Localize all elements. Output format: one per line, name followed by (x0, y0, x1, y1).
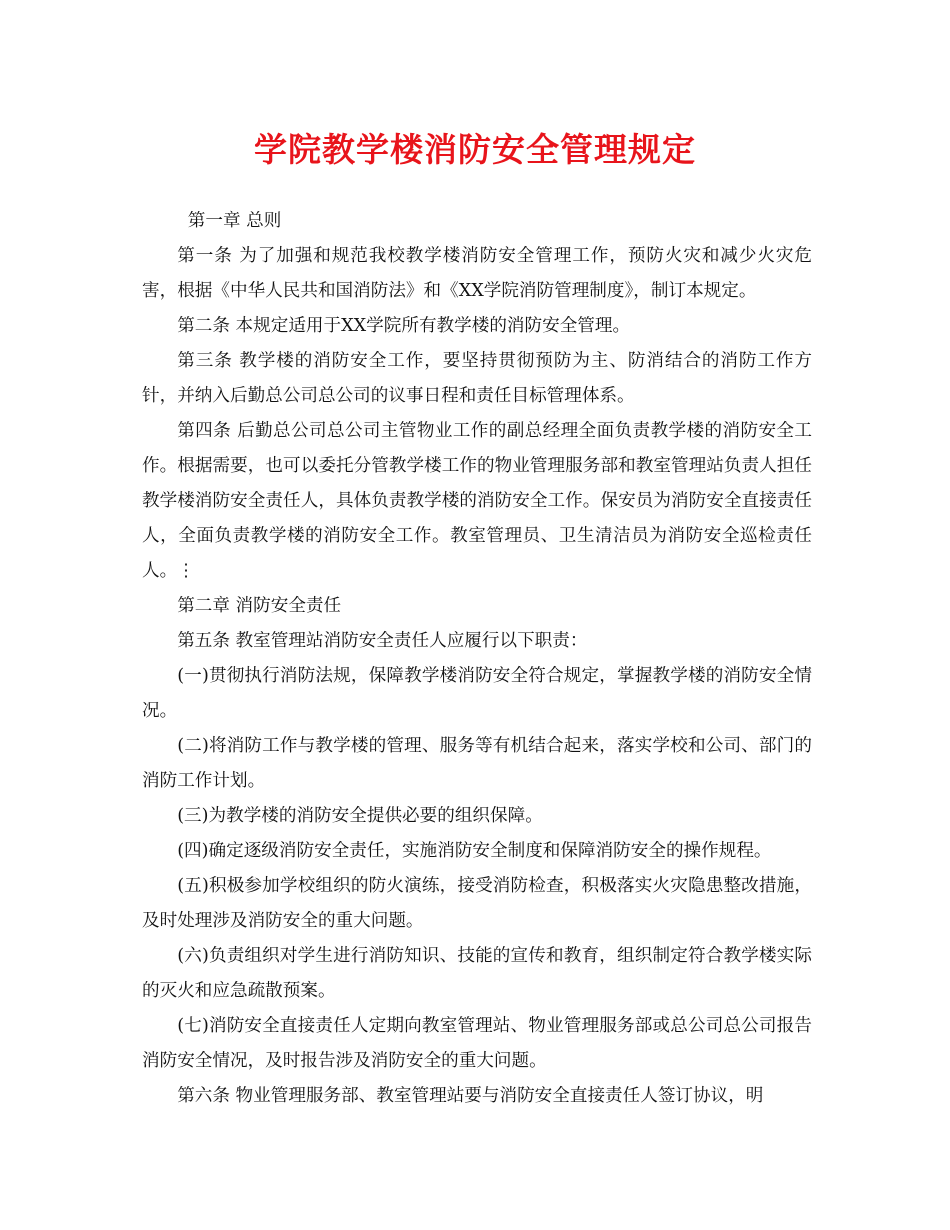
article-paragraph: 第二条 本规定适用于XX学院所有教学楼的消防安全管理。 (177, 316, 631, 336)
list-item: (五)积极参加学校组织的防火演练，接受消防检查，积极落实火灾隐患整改措施，及时处理涉及消防安全的重大问题。 (142, 876, 812, 931)
chapter-heading: 第一章 总则 (187, 211, 282, 231)
article-paragraph: 第一条 为了加强和规范我校教学楼消防安全管理工作，预防火灾和减少火灾危害，根据《中华人民共和国消防法》和《XX学院消防管理制度》，制订本规定。 (142, 246, 812, 301)
document-title: 学院教学楼消防安全管理规定 (254, 130, 696, 169)
document-body (142, 204, 812, 1114)
article-paragraph: 第三条 教学楼的消防安全工作，要坚持贯彻预防为主、防消结合的消防工作方针，并纳入后勤总公司总公司的议事日程和责任目标管理体系。 (142, 351, 812, 406)
list-item: (三)为教学楼的消防安全提供必要的组织保障。 (177, 806, 543, 826)
list-item: (七)消防安全直接责任人定期向教室管理站、物业管理服务部或总公司总公司报告消防安全情况，及时报告涉及消防安全的重大问题。 (142, 1016, 812, 1071)
chapter-heading: 第二章 消防安全责任 (177, 596, 342, 616)
article-paragraph: 第六条 物业管理服务部、教室管理站要与消防安全直接责任人签订协议，明 (177, 1086, 764, 1106)
list-item: (六)负责组织对学生进行消防知识、技能的宣传和教育，组织制定符合教学楼实际的灭火和应急疏散预案。 (142, 946, 812, 1001)
list-item: (一)贯彻执行消防法规，保障教学楼消防安全符合规定，掌握教学楼的消防安全情况。 (142, 666, 812, 721)
list-item: (二)将消防工作与教学楼的管理、服务等有机结合起来，落实学校和公司、部门的消防工作计划。 (142, 736, 812, 791)
article-paragraph: 第五条 教室管理站消防安全责任人应履行以下职责： (177, 631, 588, 651)
article-paragraph: 第四条 后勤总公司总公司主管物业工作的副总经理全面负责教学楼的消防安全工作。根据需要，也可以委托分管教学楼工作的物业管理服务部和教室管理站负责人担任教学楼消防安全责任人，具体负责教学楼的消防安全工作。保安员为消防安全直接责任人，全面负责教学楼的消防安全工作。教室管理员、卫生清洁员为消防安全巡检责任人。⋮ (142, 421, 812, 581)
list-item: (四)确定逐级消防安全责任，实施消防安全制度和保障消防安全的操作规程。 (177, 841, 772, 861)
